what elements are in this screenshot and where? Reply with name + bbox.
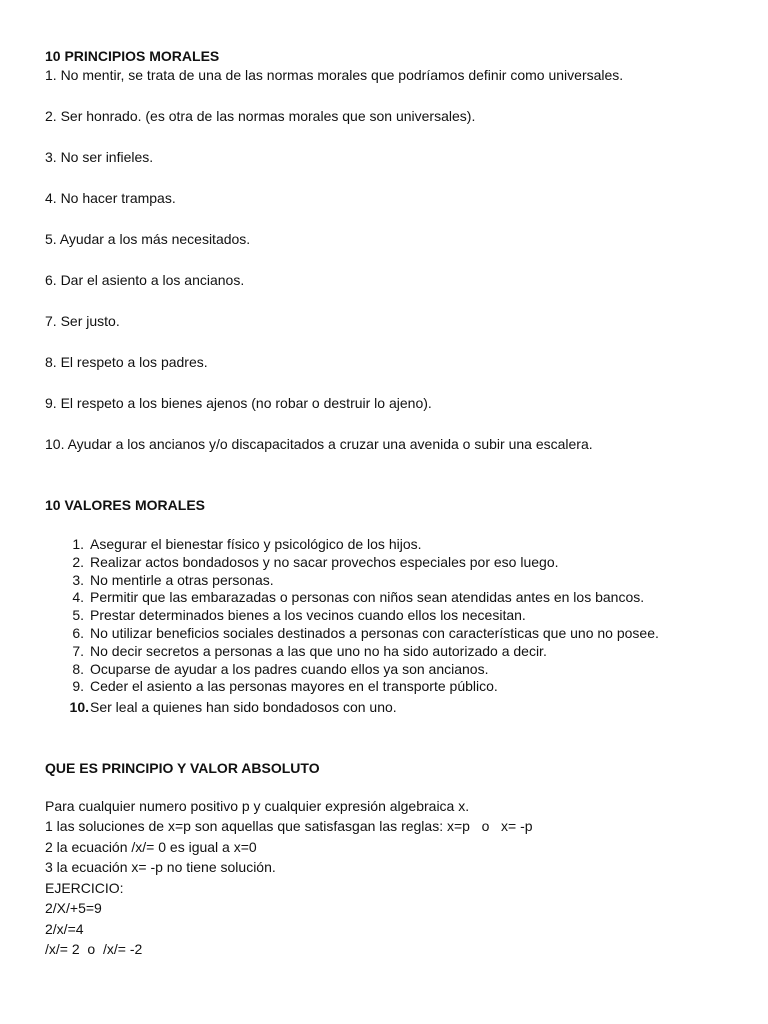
valor-item: 2. Realizar actos bondadosos y no sacar provechos especiales por eso luego. — [72, 553, 559, 570]
valor-item: 8. Ocuparse de ayudar a los padres cuando ellos ya son ancianos. — [72, 660, 489, 677]
valor-item: 10. Ser leal a quienes han sido bondadosos con uno. — [69, 699, 397, 716]
document-page — [45, 47, 745, 960]
principio-item-5: 5. Ayudar a los más necesitados. — [45, 231, 251, 247]
principio-item-2: 2. Ser honrado. (es otra de las normas morales que son universales). — [45, 108, 476, 124]
principio-item-10: 10. Ayudar a los ancianos y/o discapacitados a cruzar una avenida o subir una escalera. — [45, 436, 593, 452]
equation-line: 2/X/+5=9 — [45, 900, 102, 917]
valores-list — [45, 536, 745, 717]
valor-item: 5. Prestar determinados bienes a los vecinos cuando ellos los necesitan. — [72, 607, 526, 624]
valor-item: 6. No utilizar beneficios sociales destinados a personas con características que uno no posee. — [72, 624, 659, 641]
principio-item-8: 8. El respeto a los padres. — [45, 354, 208, 370]
section-title-valor-absoluto: QUE ES PRINCIPIO Y VALOR ABSOLUTO — [45, 759, 320, 776]
body-line: Para cualquier numero positivo p y cualquier expresión algebraica x. — [45, 797, 470, 814]
principio-item-7: 7. Ser justo. — [45, 313, 120, 329]
principio-item-9: 9. El respeto a los bienes ajenos (no robar o destruir lo ajeno). — [45, 395, 432, 411]
body-line: 1 las soluciones de x=p son aquellas que satisfasgan las reglas: x=p o x= -p — [45, 818, 533, 835]
principio-item-6: 6. Dar el asiento a los ancianos. — [45, 272, 245, 288]
valor-item: 3. No mentirle a otras personas. — [72, 571, 274, 588]
valor-absoluto-body — [45, 796, 745, 960]
equation-line: /x/= 2 o /x/= -2 — [45, 941, 143, 958]
principio-item-4: 4. No hacer trampas. — [45, 190, 176, 206]
section-title-valores: 10 VALORES MORALES — [45, 497, 205, 513]
body-line: 3 la ecuación x= -p no tiene solución. — [45, 859, 276, 876]
exercise-label: EJERCICIO: — [45, 879, 124, 896]
equation-line: 2/x/=4 — [45, 920, 84, 937]
body-line: 2 la ecuación /x/= 0 es igual a x=0 — [45, 838, 257, 855]
section-title-principios: 10 PRINCIPIOS MORALES — [45, 48, 220, 64]
valor-item: 4. Permitir que las embarazadas o personas con niños sean atendidas antes en los bancos. — [72, 589, 645, 606]
valor-item: 9. Ceder el asiento a las personas mayores en el transporte público. — [72, 678, 498, 695]
principio-item-3: 3. No ser infieles. — [45, 149, 154, 165]
valor-item: 7. No decir secretos a personas a las que uno no ha sido autorizado a decir. — [72, 642, 547, 659]
principios-list — [45, 66, 745, 453]
valor-item: 1. Asegurar el bienestar físico y psicológico de los hijos. — [72, 536, 422, 552]
principio-item-1: 1. No mentir, se trata de una de las normas morales que podríamos definir como universales. — [45, 67, 624, 83]
